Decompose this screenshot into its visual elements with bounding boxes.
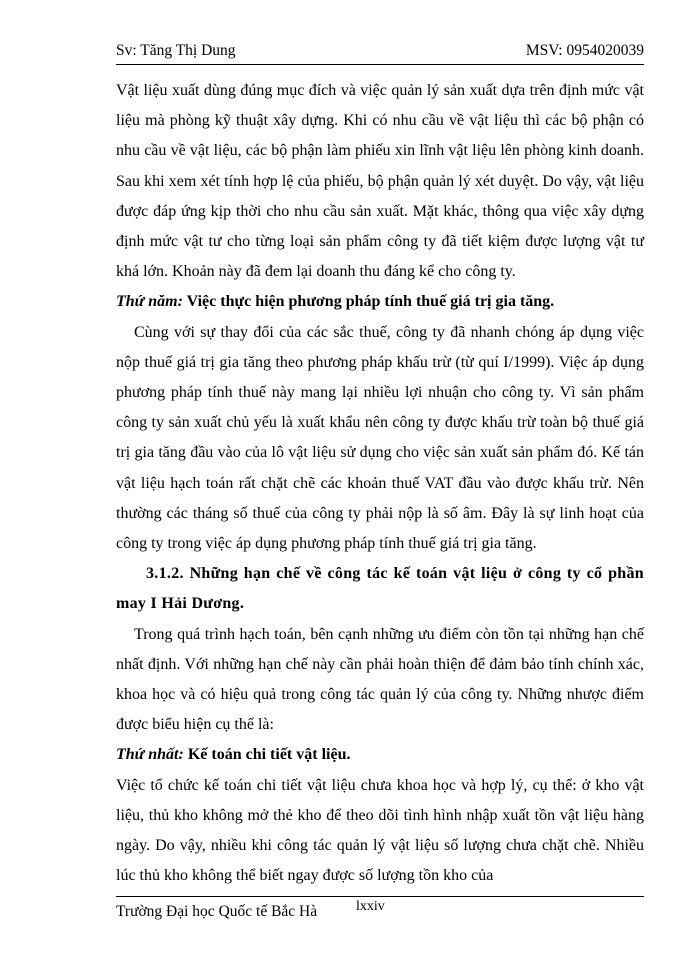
heading-thu-nhat <box>116 740 644 770</box>
student-name: Sv: Tăng Thị Dung <box>116 42 236 59</box>
page-header <box>116 40 644 65</box>
school-name: Trường Đại học Quốc tế Bắc Hà <box>116 903 318 920</box>
paragraph-1: Vật liệu xuất dùng đúng mục đích và việc quản lý sản xuất dựa trên định mức vật liệu mà phòng kỹ thuật xây dựng. Khi có nhu cầu về vật liệu thì các bộ phận có nhu cầu về vật liệu, các bộ phận làm phiếu xin lĩnh vật liệu lên phòng kinh doanh. Sau khi xem xét tính hợp lệ của phiếu, bộ phận quản lý xét duyệt. Do vậy, vật liệu được đáp ứng kịp thời cho nhu cầu sản xuất. Mặt khác, thông qua việc xây dựng định mức vật tư cho từng loại sản phẩm công ty đã tiết kiệm được lượng vật tư khá lớn. Khoản này đã đem lại doanh thu đáng kể cho công ty. <box>116 82 644 281</box>
student-id: MSV: 0954020039 <box>525 42 644 59</box>
heading-thu-nam <box>116 287 644 317</box>
page-footer <box>116 896 644 920</box>
section-heading: 3.1.2. Những hạn chế về công tác kế toán vật liệu ở công ty cổ phần may I Hải Dương. <box>116 565 644 613</box>
paragraph-3: Trong quá trình hạch toán, bên cạnh những ưu điểm còn tồn tại những hạn chế nhất định. Với những hạn chế này cần phải hoàn thiện để đảm bảo tính chính xác, khoa học và có hiệu quả trong công tác quản lý của công ty. Những nhược điểm được biểu hiện cụ thể là: <box>116 625 644 734</box>
heading-lead: Thứ năm: <box>116 293 183 311</box>
heading-title: Kế toán chi tiết vật liệu. <box>183 746 351 764</box>
heading-lead: Thứ nhất: <box>116 746 184 764</box>
page-number: lxxiv <box>356 899 385 914</box>
paragraph-4: Việc tổ chức kế toán chi tiết vật liệu chưa khoa học và hợp lý, cụ thể: ở kho vật liệu, thủ kho không mở thẻ kho để theo dõi tình hình nhập xuất tồn vật liệu hàng ngày. Do vậy, nhiều khi công tác quản lý vật liệu số lượng chưa chặt chẽ. Nhiều lúc thủ kho không thể biết ngay được số lượng tồn kho của <box>116 776 644 885</box>
heading-title: Việc thực hiện phương pháp tính thuế giá trị gia tăng. <box>182 293 555 311</box>
paragraph-2: Cùng với sự thay đổi của các sắc thuế, công ty đã nhanh chóng áp dụng việc nộp thuế giá trị gia tăng theo phương pháp khấu trừ (từ quí I/1999). Việc áp dụng phương pháp tính thuế này mang lại nhiều lợi nhuận cho công ty. Vì sản phẩm công ty sản xuất chủ yếu là xuất khẩu nên công ty được khấu trừ toàn bộ thuế giá trị gia tăng đầu vào của lô vật liệu sử dụng cho việc sản xuất sản phẩm đó. Kế tán vật liệu hạch toán rất chặt chẽ các khoản thuế VAT đầu vào được khấu trừ. Nên thường các tháng số thuế của công ty phải nộp là số âm. Đây là sự linh hoạt của công ty trong việc áp dụng phương pháp tính thuế giá trị gia tăng. <box>116 323 644 553</box>
page-body <box>116 76 644 891</box>
